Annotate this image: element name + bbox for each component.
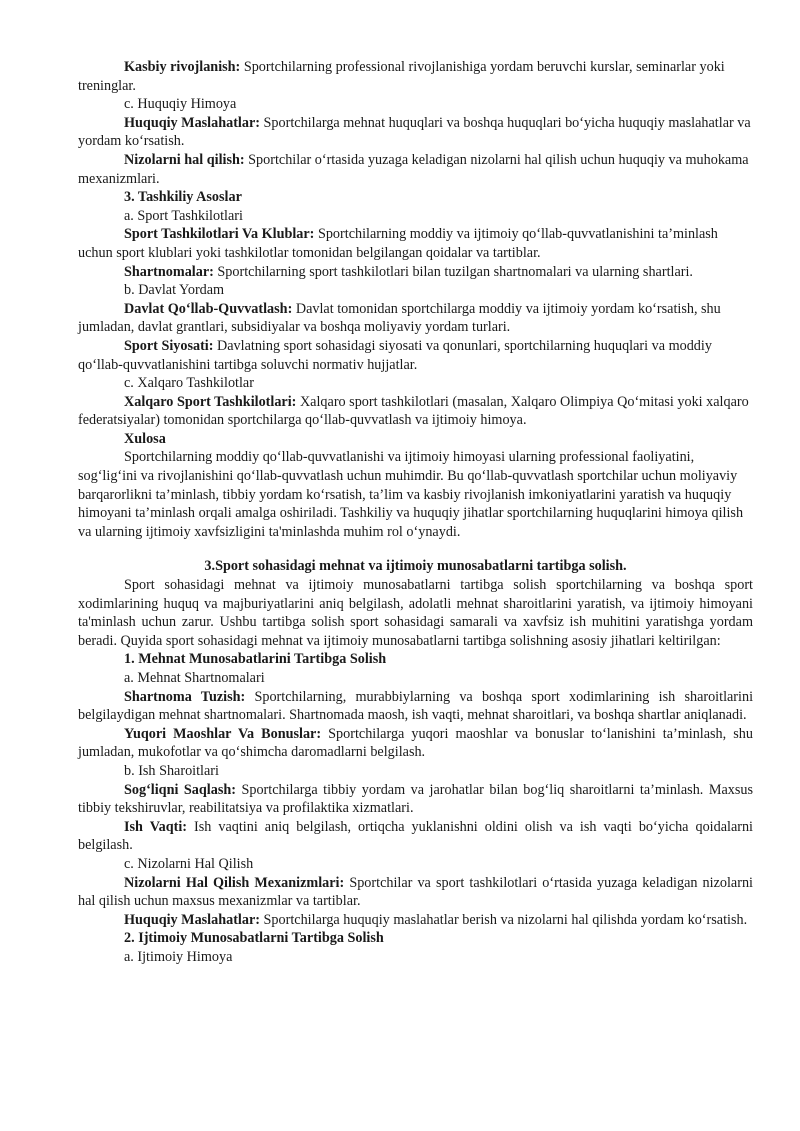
term: Sport Siyosati: xyxy=(124,337,214,354)
term: Sport Tashkilotlari Va Klublar: xyxy=(124,226,315,243)
paragraph-yuqori-maoshlar xyxy=(78,725,753,762)
conclusion-heading: Xulosa xyxy=(124,430,166,447)
definition: Sportchilar va sport tashkilotlari o‘rtasida yuzaga keladigan nizolarni hal qilish uchun maxsus mexanizmlar va tartiblar. xyxy=(78,874,753,910)
definition: Sportchilar o‘rtasida yuzaga keladigan nizolarni hal qilish uchun huquqiy va muhokama mexanizmlari. xyxy=(78,151,749,187)
term: Huquqiy Maslahatlar: xyxy=(124,911,260,928)
definition: Ish vaqtini aniq belgilash, ortiqcha yuklanishni oldini olish va ish vaqti bo‘yicha qoidalarni belgilash. xyxy=(78,818,754,854)
paragraph-shartnomalar xyxy=(78,263,753,282)
chapter-heading: 3.Sport sohasidagi mehnat va ijtimoiy munosabatlarni tartibga solish. xyxy=(204,558,627,575)
paragraph-shartnoma-tuzish xyxy=(78,688,753,725)
subsection-label: c. Huquqiy Himoya xyxy=(124,96,237,113)
paragraph-sport-siyosati xyxy=(78,337,753,374)
paragraph-ish-vaqti xyxy=(78,818,753,855)
section-heading: 2. Ijtimoiy Munosabatlarni Tartibga Solish xyxy=(124,930,384,947)
document-page xyxy=(78,58,753,967)
term: Nizolarni Hal Qilish Mexanizmlari: xyxy=(124,874,345,891)
subsection-label: b. Davlat Yordam xyxy=(124,282,225,299)
paragraph-nizolarni-mexanizmlari xyxy=(78,874,753,911)
term: Ish Vaqti: xyxy=(124,818,188,835)
paragraph-davlat-qollab xyxy=(78,300,753,337)
term: Shartnoma Tuzish: xyxy=(124,688,246,705)
definition: Davlat tomonidan sportchilarga moddiy va ijtimoiy yordam ko‘rsatish, shu jumladan, davlat grantlari, subsidiyalar va boshqa moliyaviy yordam turlari. xyxy=(78,300,721,336)
term: Huquqiy Maslahatlar: xyxy=(124,114,260,131)
subsection-label: c. Nizolarni Hal Qilish xyxy=(124,855,254,872)
definition: Sportchilarning moddiy va ijtimoiy qo‘llab-quvvatlanishini ta’minlash uchun sport klublari yoki tashkilotlar tomonidan belgilangan qoidalar va tartiblar. xyxy=(78,226,718,261)
subsection-label: c. Xalqaro Tashkilotlar xyxy=(124,375,254,392)
definition: Sportchilarga huquqiy maslahatlar berish va nizolarni hal qilishda yordam ko‘rsatish. xyxy=(260,911,748,928)
term: Davlat Qo‘llab-Quvvatlash: xyxy=(124,300,293,317)
paragraph-sport-tashkilotlari xyxy=(78,225,753,262)
section-heading: 1. Mehnat Munosabatlarini Tartibga Solish xyxy=(124,651,387,668)
paragraph-xalqaro-sport xyxy=(78,393,753,430)
definition: Xalqaro sport tashkilotlari (masalan, Xalqaro Olimpiya Qo‘mitasi yoki xalqaro federatsiyalar) tomonidan sportchilarga qo‘llab-quvvatlash va ijtimoiy himoya. xyxy=(78,393,749,429)
paragraph-sogliqni-saqlash xyxy=(78,781,753,818)
subsection-label: a. Ijtimoiy Himoya xyxy=(124,948,233,965)
intro-paragraph: Sport sohasidagi mehnat va ijtimoiy munosabatlarni tartibga solish sportchilarning va boshqa sport xodimlarining huquq va majburiyatlarini aniq belgilash, adolatli mehnat sharoitlarini yaratish, va ijtimoiy himoyani ta'minlash uchun zarur. Ushbu tartibga solish sport sohasidagi samarali va xavfsiz ish muhitini yaratishga yordam beradi. Quyida sport sohasidagi mehnat va ijtimoiy munosabatlarni tartibga solishning asosiy jihatlari keltirilgan: xyxy=(78,577,753,649)
definition: Sportchilarga mehnat huquqlari va boshqa huquqlari bo‘yicha huquqiy maslahatlar va yordam ko‘rsatish. xyxy=(78,114,751,150)
definition: Sportchilarning sport tashkilotlari bilan tuzilgan shartnomalari va ularning shartlari. xyxy=(213,263,693,280)
definition: Davlatning sport sohasidagi siyosati va qonunlari, sportchilarning huquqlari va moddiy qo‘llab-quvvatlanishini tartibga soluvchi normativ hujjatlar. xyxy=(78,337,712,373)
paragraph-huquqiy-maslahatlar-2 xyxy=(78,911,753,930)
term: Xalqaro Sport Tashkilotlari: xyxy=(124,393,297,410)
definition: Sportchilarning, murabbiylarning va boshqa sport xodimlarining ish sharoitlarini belgilaydigan mehnat shartnomalari. Shartnomada maosh, ish vaqti, mehnat sharoitlari, va boshqa shartlar aniqlanadi. xyxy=(78,688,754,724)
term: Nizolarni hal qilish: xyxy=(124,151,245,168)
subsection-label: b. Ish Sharoitlari xyxy=(124,762,219,779)
term: Sog‘liqni Saqlash: xyxy=(124,781,236,798)
paragraph-nizolarni-hal-qilish xyxy=(78,151,753,188)
subsection-label: a. Mehnat Shartnomalari xyxy=(124,670,265,686)
definition: Sportchilarning professional rivojlanishiga yordam beruvchi kurslar, seminarlar yoki treninglar. xyxy=(78,59,725,94)
definition: Sportchilarga tibbiy yordam va jarohatlar bilan bog‘liq sharoitlarni ta’minlash. Maxsus tibbiy tekshiruvlar, reabilitatsiya va profilaktika xizmatlari. xyxy=(78,781,753,817)
term: Yuqori Maoshlar Va Bonuslar: xyxy=(124,725,322,742)
paragraph-huquqiy-maslahatlar xyxy=(78,114,753,151)
term: Kasbiy rivojlanish: xyxy=(124,59,241,75)
subsection-label: a. Sport Tashkilotlari xyxy=(124,207,243,224)
definition: Sportchilarga yuqori maoshlar va bonuslar to‘lanishini ta’minlash, shu jumladan, mukofotlar va qo‘shimcha daromadlarni belgilash. xyxy=(78,725,753,761)
section-heading: 3. Tashkiliy Asoslar xyxy=(124,189,242,206)
conclusion-paragraph: Sportchilarning moddiy qo‘llab-quvvatlanishi va ijtimoiy himoyasi ularning professional faoliyatini, sog‘lig‘ini va rivojlanishini qo‘llab-quvvatlash uchun muhimdir. Bu qo‘llab-quvvatlash sportchilar uchun moliyaviy barqarorlikni ta’minlash, tibbiy yordam ko‘rsatish, ta’lim va kasbiy rivojlanish imkoniyatlarini yaratish va huquqiy himoyani ta’minlash orqali amalga oshiriladi. Tashkiliy va huquqiy jihatlar sportchilarning huquqlarini himoya qilish va ularning ijtimoiy xavfsizligini ta'minlashda muhim rol o‘ynaydi. xyxy=(78,449,744,540)
paragraph-kasbiy-rivojlanish xyxy=(78,58,753,95)
term: Shartnomalar: xyxy=(124,263,214,280)
